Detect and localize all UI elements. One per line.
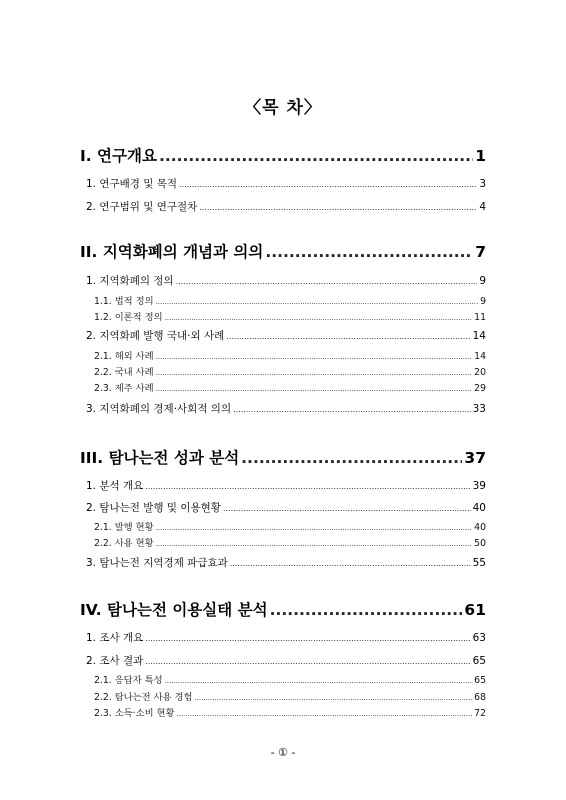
leader-dots bbox=[265, 243, 473, 261]
leader-dots bbox=[145, 657, 470, 666]
toc-subsection[interactable] bbox=[80, 705, 486, 719]
toc-subsection[interactable] bbox=[80, 348, 486, 362]
toc-page: 65 bbox=[472, 655, 486, 667]
leader-dots bbox=[179, 180, 477, 189]
leader-dots bbox=[270, 601, 463, 619]
toc-page: 14 bbox=[472, 330, 486, 342]
leader-dots bbox=[156, 540, 473, 548]
toc-page: 65 bbox=[474, 675, 486, 686]
toc-label: 1.2. 이론적 정의 bbox=[94, 312, 163, 323]
toc-subsection[interactable] bbox=[80, 380, 486, 394]
toc-section[interactable] bbox=[80, 328, 486, 343]
toc-page: 9 bbox=[479, 275, 486, 287]
toc-title: 〈목 차〉 bbox=[244, 98, 322, 118]
leader-dots bbox=[230, 559, 471, 568]
toc-label: II. 지역화폐의 개념과 의의 bbox=[80, 243, 264, 261]
toc-label: 2. 지역화폐 발행 국내·외 사례 bbox=[86, 330, 225, 342]
toc-section[interactable] bbox=[80, 478, 486, 493]
leader-dots bbox=[241, 449, 462, 467]
toc-section[interactable] bbox=[80, 653, 486, 668]
toc-label: 1. 연구배경 및 목적 bbox=[86, 178, 178, 190]
leader-dots bbox=[145, 482, 470, 491]
toc-page: 29 bbox=[474, 383, 486, 394]
toc-section[interactable] bbox=[80, 199, 486, 214]
toc-subsection[interactable] bbox=[80, 364, 486, 378]
leader-dots bbox=[223, 504, 471, 513]
leader-dots bbox=[156, 524, 473, 532]
toc-page: 3 bbox=[479, 178, 486, 190]
toc-label: 3. 지역화폐의 경제·사회적 의의 bbox=[86, 403, 232, 415]
toc-page: 33 bbox=[472, 403, 486, 415]
toc-label: 2.1. 해외 사례 bbox=[94, 351, 154, 362]
leader-dots bbox=[177, 710, 473, 718]
toc-subsection[interactable] bbox=[80, 689, 486, 703]
leader-dots bbox=[156, 298, 479, 306]
toc-page: 37 bbox=[464, 449, 486, 467]
toc-page: 1 bbox=[475, 147, 486, 165]
toc-subsection[interactable] bbox=[80, 672, 486, 686]
toc-page: 63 bbox=[472, 632, 486, 644]
leader-dots bbox=[233, 405, 471, 414]
leader-dots bbox=[194, 694, 472, 702]
leader-dots bbox=[156, 353, 473, 361]
toc-chapter[interactable] bbox=[80, 446, 486, 468]
toc-label: 2.3. 소득·소비 현황 bbox=[94, 708, 175, 719]
leader-dots bbox=[145, 634, 470, 643]
leader-dots bbox=[226, 332, 470, 341]
toc-label: 2. 연구범위 및 연구절차 bbox=[86, 201, 198, 213]
toc-page: 72 bbox=[474, 708, 486, 719]
toc-subsection[interactable] bbox=[80, 535, 486, 549]
leader-dots bbox=[199, 203, 477, 212]
toc-chapter[interactable] bbox=[80, 144, 486, 166]
toc-subsection[interactable] bbox=[80, 519, 486, 533]
page-number-footer: - ① - bbox=[270, 746, 296, 759]
toc-section[interactable] bbox=[80, 630, 486, 645]
toc-subsection[interactable] bbox=[80, 309, 486, 323]
toc-label: 1.1. 법적 정의 bbox=[94, 296, 154, 307]
toc-page: 68 bbox=[474, 692, 486, 703]
toc-page: 55 bbox=[472, 557, 486, 569]
toc-page: 39 bbox=[472, 480, 486, 492]
toc-label: 2. 조사 결과 bbox=[86, 655, 144, 667]
toc-subsection[interactable] bbox=[80, 293, 486, 307]
toc-section[interactable] bbox=[80, 273, 486, 288]
toc-label: 1. 지역화폐의 정의 bbox=[86, 275, 174, 287]
leader-dots bbox=[159, 147, 473, 165]
toc-page: 40 bbox=[472, 502, 486, 514]
leader-dots bbox=[176, 277, 478, 286]
toc-label: 2.1. 발행 현황 bbox=[94, 522, 154, 533]
toc-label: 2.2. 국내 사례 bbox=[94, 367, 154, 378]
toc-label: 2.2. 탐나는전 사용 경험 bbox=[94, 692, 193, 703]
toc-section[interactable] bbox=[80, 555, 486, 570]
toc-label: 1. 조사 개요 bbox=[86, 632, 144, 644]
toc-label: I. 연구개요 bbox=[80, 147, 157, 165]
leader-dots bbox=[156, 369, 473, 377]
toc-page: 7 bbox=[475, 243, 486, 261]
toc-label: 2. 탐나는전 발행 및 이용현황 bbox=[86, 502, 221, 514]
toc-chapter[interactable] bbox=[80, 598, 486, 620]
toc-section[interactable] bbox=[80, 176, 486, 191]
toc-label: IV. 탐나는전 이용실태 분석 bbox=[80, 601, 268, 619]
toc-chapter[interactable] bbox=[80, 240, 486, 262]
toc-page: 11 bbox=[474, 312, 486, 323]
leader-dots bbox=[165, 677, 473, 685]
toc-page: 9 bbox=[480, 296, 486, 307]
toc-page: 14 bbox=[474, 351, 486, 362]
leader-dots bbox=[156, 385, 473, 393]
leader-dots bbox=[165, 314, 473, 322]
toc-label: III. 탐나는전 성과 분석 bbox=[80, 449, 240, 467]
toc-label: 3. 탐나는전 지역경제 파급효과 bbox=[86, 557, 228, 569]
toc-page: 20 bbox=[474, 367, 486, 378]
toc-page: 61 bbox=[464, 601, 486, 619]
toc-label: 2.1. 응답자 특성 bbox=[94, 675, 163, 686]
toc-page: 50 bbox=[474, 538, 486, 549]
toc-section[interactable] bbox=[80, 500, 486, 515]
toc-label: 2.3. 제주 사례 bbox=[94, 383, 154, 394]
toc-section[interactable] bbox=[80, 401, 486, 416]
toc-label: 2.2. 사용 현황 bbox=[94, 538, 154, 549]
toc-label: 1. 분석 개요 bbox=[86, 480, 144, 492]
toc-page: 4 bbox=[479, 201, 486, 213]
toc-page: 40 bbox=[474, 522, 486, 533]
